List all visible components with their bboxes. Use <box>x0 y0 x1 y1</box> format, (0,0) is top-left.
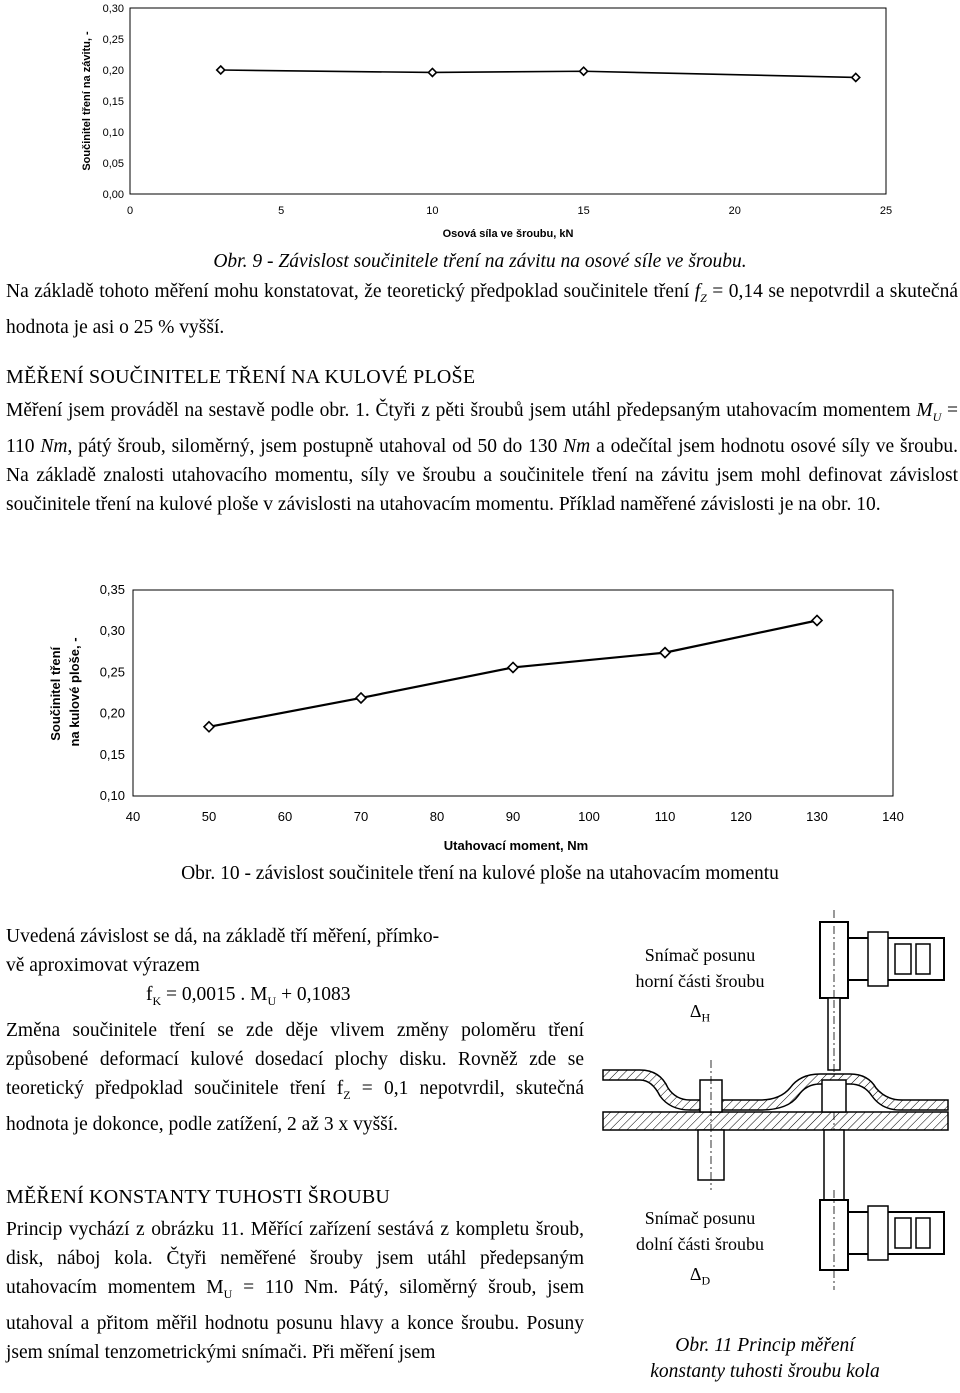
unit: Nm <box>40 435 68 457</box>
y-tick-label: 0,35 <box>99 582 125 597</box>
paragraph-text: = 0,14 se nepotvrdil a skutečná hodnota je asi o 25 % vyšší. <box>6 281 958 338</box>
x-tick-label: 0 <box>126 205 134 217</box>
data-point <box>812 615 822 625</box>
x-tick-label: 5 <box>278 205 285 217</box>
chart-9-y-axis-label: Součinitel tření na závitu, - <box>81 31 93 171</box>
x-tick-label: 120 <box>730 809 752 824</box>
upper-sensor-clamp <box>820 910 944 1010</box>
paragraph-line: Uvedená závislost se dá, na základě tří měření, přímko- <box>6 926 440 947</box>
caption-line: konstanty tuhosti šroubu kola <box>650 1361 880 1382</box>
x-tick-label: 20 <box>728 205 741 217</box>
label-line: Snímač posunu <box>644 945 756 965</box>
approximation-formula <box>6 980 584 1016</box>
paragraph-text: = 110 <box>6 400 959 457</box>
y-tick-label: 0,05 <box>102 158 124 170</box>
torque-symbol: M <box>916 400 933 421</box>
formula-subscript: U <box>267 993 277 1008</box>
paragraph-text: a odečítal jsem hodnotu osové síly ve šroubu. Na základě znalosti utahovacího momentu, síly ve šroubu a součinitele tření na závitu jsem mohl definovat závislost součinitele tření na kulové ploše v závislosti na utahovacím momentu. Příklad naměřené závislosti je na obr. 10. <box>6 435 958 515</box>
delta-subscript: H <box>701 1010 711 1025</box>
x-tick-label: 15 <box>577 205 590 217</box>
chart-9-plot-area <box>130 8 886 194</box>
chart-9-series-line <box>221 70 856 77</box>
paragraph-stiffness-method <box>6 1215 584 1367</box>
delta-top <box>600 998 800 1031</box>
y-tick-label: 0,20 <box>99 705 125 721</box>
x-tick-label: 130 <box>806 809 828 824</box>
formula-text: f <box>146 984 153 1005</box>
y-tick-label: 0,15 <box>99 746 125 762</box>
figure-11-bottom-label <box>600 1205 800 1294</box>
torque-subscript: U <box>223 1286 233 1301</box>
chart-9 <box>0 0 960 245</box>
paragraph-text: Měření jsem prováděl na sestavě podle obr. 1. Čtyři z pěti šroubů jsem utáhl předepsaným utahovacím momentem <box>6 400 917 421</box>
data-point <box>660 648 670 658</box>
section-heading-bolt-stiffness: MĚŘENÍ KONSTANTY TUHOSTI ŠROUBU <box>6 1186 391 1208</box>
x-tick-label: 60 <box>277 809 293 824</box>
chart-10-x-axis-label: Utahovací moment, Nm <box>443 838 589 853</box>
label-line: Snímač posunu <box>644 1208 756 1228</box>
paragraph-line: vě aproximovat výrazem <box>6 955 200 976</box>
data-point <box>508 662 518 672</box>
x-tick-label: 25 <box>879 205 893 217</box>
x-tick-label: 110 <box>654 809 676 824</box>
chart-10 <box>0 580 960 860</box>
data-point <box>217 66 225 74</box>
formula-subscript: K <box>152 993 162 1008</box>
formula-text: + 0,1083 <box>276 984 351 1005</box>
x-tick-label: 10 <box>426 205 439 217</box>
friction-subscript: Z <box>343 1087 351 1102</box>
paragraph-text: = 0,1 nepotvrdil, skutečná hodnota je dokonce, podle zatížení, 2 až 3 x vyšší. <box>6 1077 585 1135</box>
figure-11-caption <box>600 1333 930 1385</box>
paragraph-text: Na základě tohoto měření mohu konstatovat, že teoretický předpoklad součinitele tření <box>6 281 695 302</box>
delta-symbol: Δ <box>689 1001 702 1021</box>
paragraph-text: = 110 Nm. Pátý, siloměrný šroub, jsem utahoval a přitom měřil hodnotu posunu hlavy a konce šroubu. Posuny jsem snímal tenzometrickými snímači. Při měření jsem <box>6 1277 584 1363</box>
data-point <box>428 68 436 76</box>
x-tick-label: 80 <box>429 809 445 824</box>
paragraph-ball-surface-method <box>6 396 958 519</box>
paragraph-text: Princip vychází z obrázku 11. Měřící zařízení sestává z kompletu šroub, disk, náboj kola. Čtyři neměřené šrouby jsem utáhl předepsaným utahovacím momentem M <box>6 1219 584 1298</box>
unit: Nm <box>563 435 591 457</box>
delta-symbol: Δ <box>689 1264 702 1284</box>
y-tick-label: 0,30 <box>102 3 124 15</box>
label-line: dolní části šroubu <box>636 1234 764 1254</box>
paragraph-text: Změna součinitele tření se zde děje vlivem změny poloměru tření způsobené deformací kulové dosedací plochy disku. Rovněž zde se teoretický předpoklad součinitele tření f <box>6 1019 584 1099</box>
figure-10-caption: Obr. 10 - závislost součinitele tření na kulové ploše na utahovacím momentu <box>181 863 779 884</box>
formula-text: = 0,0015 . M <box>161 984 268 1005</box>
friction-subscript: Z <box>700 290 707 305</box>
x-tick-label: 70 <box>353 809 369 824</box>
x-tick-label: 140 <box>882 809 904 824</box>
data-point <box>356 693 366 703</box>
data-point <box>580 67 588 75</box>
friction-symbol: f <box>694 281 701 302</box>
caption-line: Obr. 11 Princip měření <box>675 1335 855 1356</box>
figure-9-caption: Obr. 9 - Závislost součinitele tření na závitu na osové síle ve šroubu. <box>213 251 747 272</box>
lower-sensor-clamp <box>820 1190 944 1290</box>
paragraph-body <box>6 1016 584 1139</box>
y-tick-label: 0,25 <box>102 34 124 46</box>
section-heading-ball-surface: MĚŘENÍ SOUČINITELE TŘENÍ NA KULOVÉ PLOŠE <box>6 366 476 388</box>
chart-9-x-axis-label: Osová síla ve šroubu, kN <box>442 228 574 240</box>
wheel-disk-section <box>603 1060 948 1200</box>
data-point <box>204 722 214 732</box>
y-tick-label: 0,10 <box>102 127 124 139</box>
data-point <box>852 73 860 81</box>
figure-11-top-label <box>600 942 800 1031</box>
delta-bottom <box>600 1261 800 1294</box>
x-tick-label: 90 <box>505 809 521 824</box>
paragraph-conclusion-thread <box>6 277 958 342</box>
y-tick-label: 0,25 <box>99 664 125 680</box>
paragraph-approximation <box>6 922 584 1139</box>
x-tick-label: 40 <box>125 809 141 824</box>
x-tick-label: 50 <box>201 809 217 824</box>
torque-subscript: U <box>932 409 942 424</box>
chart-10-y-axis-label: Součinitel tření na kulové ploše, - <box>48 637 82 747</box>
y-tick-label: 0,30 <box>99 623 125 639</box>
x-tick-label: 100 <box>578 809 600 824</box>
y-tick-label: 0,00 <box>102 189 124 201</box>
chart-10-plot-area <box>133 590 893 796</box>
label-line: horní části šroubu <box>635 971 765 991</box>
y-tick-label: 0,15 <box>102 96 124 108</box>
delta-subscript: D <box>701 1273 711 1288</box>
paragraph-text: , pátý šroub, siloměrný, jsem postupně utahoval od 50 do 130 <box>67 435 564 457</box>
y-tick-label: 0,20 <box>102 65 124 77</box>
y-tick-label: 0,10 <box>99 788 125 803</box>
chart-10-series-line <box>209 620 817 726</box>
